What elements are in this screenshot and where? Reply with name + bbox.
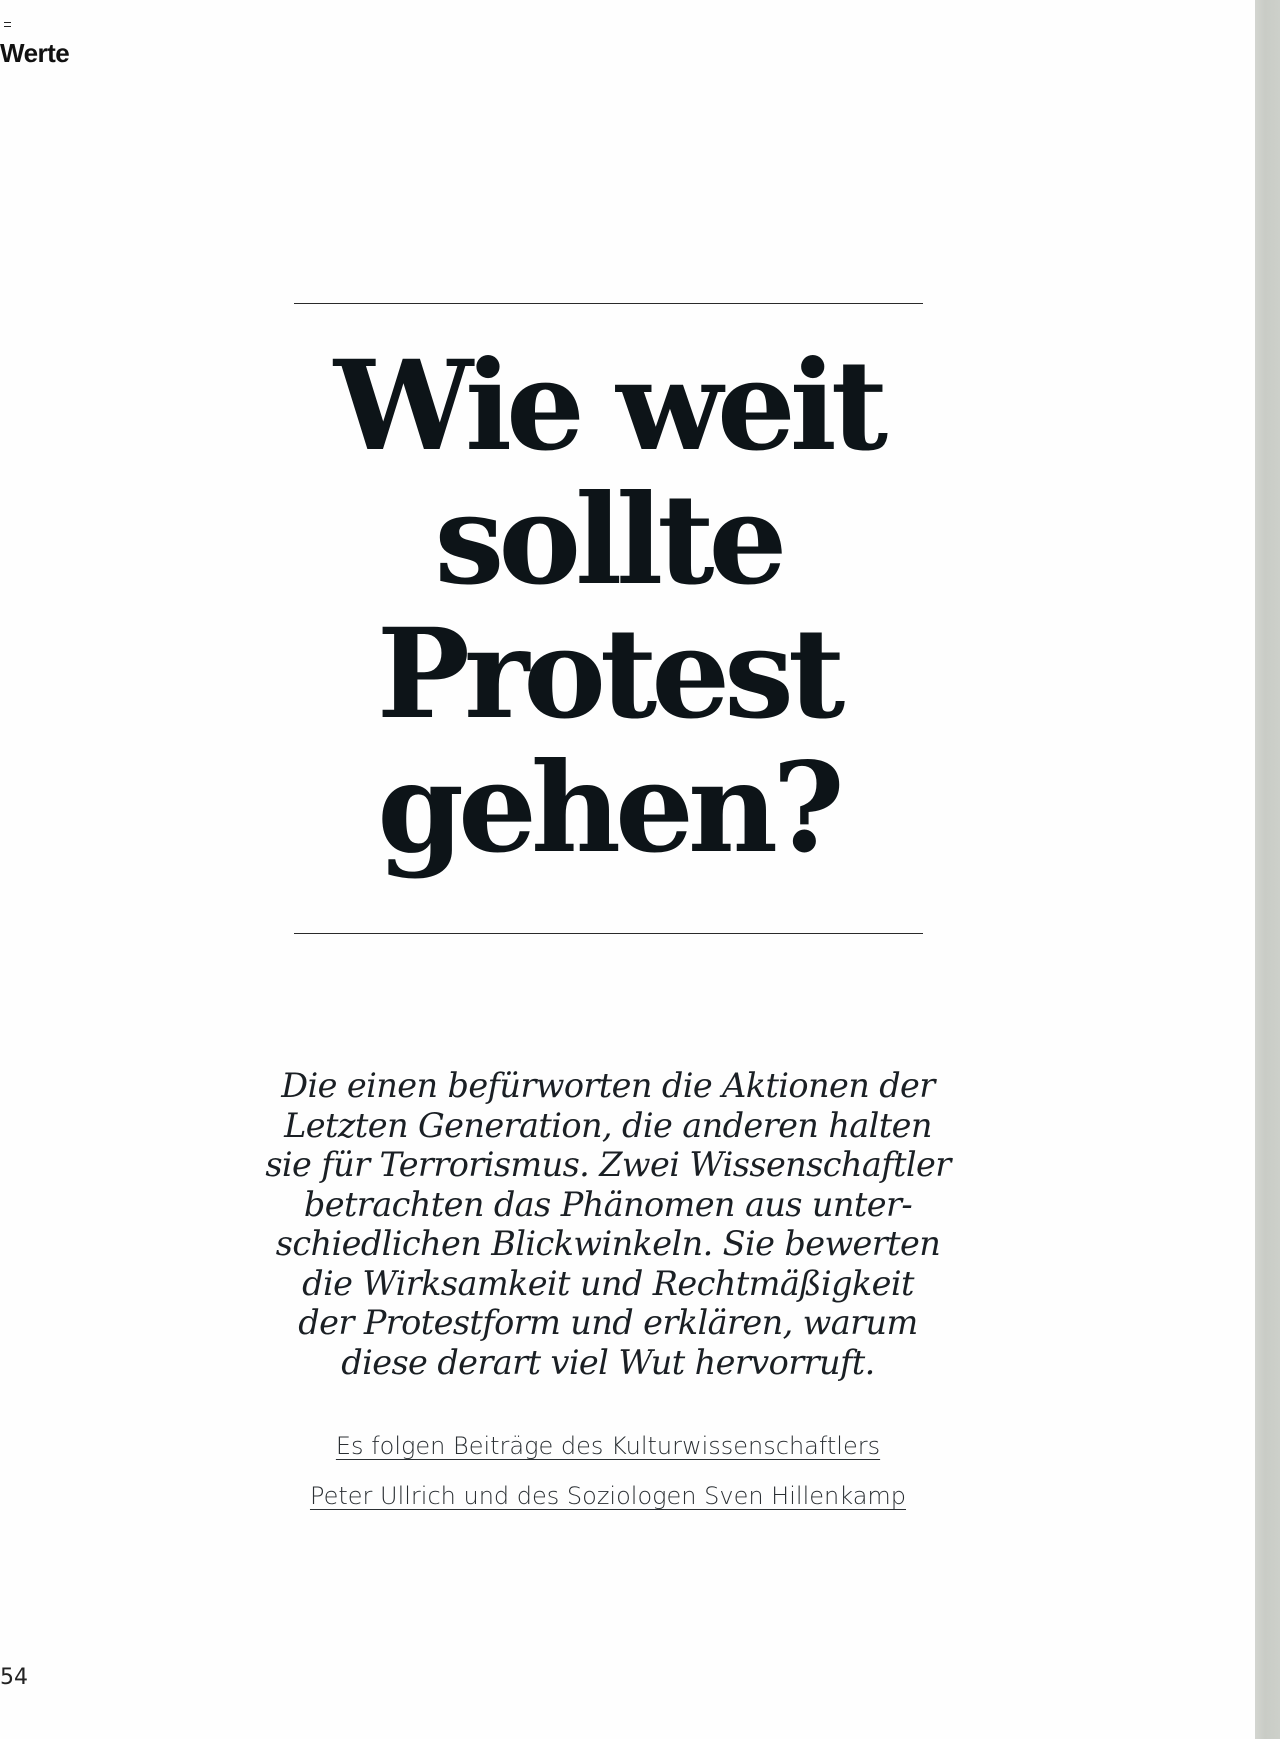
headline-line: gehen? <box>377 736 839 881</box>
deck-line: Die einen befürworten die Aktionen der <box>281 1066 935 1105</box>
credits-link[interactable]: Es folgen Beiträge des Kulturwissenschaftlers <box>335 1432 881 1460</box>
credits-link[interactable]: Peter Ullrich und des Soziologen Sven Hillenkamp <box>309 1482 907 1510</box>
page-gutter <box>1255 0 1280 1739</box>
headline-line: Protest <box>376 602 840 747</box>
section-mark-icon <box>4 22 11 27</box>
bottom-rule <box>294 933 923 934</box>
article-headline <box>180 334 1036 881</box>
deck-line: diese derart viel Wut hervorruft. <box>341 1342 875 1382</box>
headline-line: sollte <box>434 468 782 613</box>
deck-line: schiedlichen Blickwinkeln. Sie bewerten <box>275 1224 941 1263</box>
deck-line: der Protestform und erklären, warum <box>298 1303 918 1342</box>
top-rule <box>294 303 923 304</box>
deck-line: die Wirksamkeit und Rechtmäßigkeit <box>302 1263 914 1303</box>
deck-line: betrachten das Phänomen aus unter- <box>303 1184 913 1224</box>
deck-line: sie für Terrorismus. Zwei Wissenschaftler <box>265 1145 951 1184</box>
page-number: 54 <box>0 1665 28 1690</box>
article-deck <box>250 1066 966 1382</box>
headline-line: Wie weit <box>333 334 883 479</box>
section-label: Werte <box>0 38 70 68</box>
deck-line: Letzten Generation, die anderen halten <box>284 1105 932 1145</box>
